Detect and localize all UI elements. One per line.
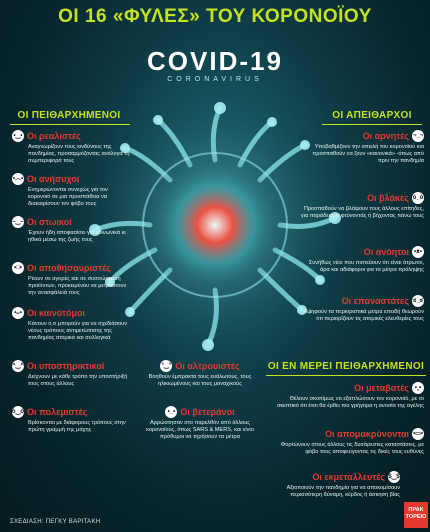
masked-face-icon: •▭•	[412, 428, 424, 440]
type-description: Ρέουν σε αγορές και σε συσσώρευση προϊόντων, προκειμένου να μετριάσουν την ανασφάλειά τους	[28, 276, 127, 296]
denial-face-icon: ¬_¬	[412, 130, 424, 142]
type-description: Αξιοποιούν την πανδημία για να αποκομίσουν περισσότερη δύναμη, κέρδος ή άσκηση βίας	[286, 485, 400, 498]
list-item	[12, 360, 130, 388]
section-divider	[266, 375, 426, 376]
type-description: Κάνουν ό,τι μπορούν για να σχεδιάσουν νέους τρόπους αντιμετώπισης της πανδημίας ατομικά και συλλογικά	[28, 321, 128, 341]
type-name: Οι πολεμιστές	[27, 407, 88, 417]
list-item	[270, 428, 424, 456]
section-divider	[322, 124, 422, 125]
type-name: Οι ανήσυχοι	[27, 174, 80, 184]
type-description: Θέλουν σκοπίμως να εξαπλώσουν τον κορονοϊό, με το σκεπτικό ότι έτσι θα έρθει πιο γρήγορα η ανοσία της αγέλης	[276, 396, 424, 409]
calm-face-icon: –‿–	[12, 216, 24, 228]
type-description: Ενημερώνονται συνεχώς για τον κορονοϊό σε μια προσπάθεια να διακαιρίσουν τον φόβο τους	[28, 187, 108, 207]
type-name: Οι καινοτόμοι	[27, 308, 86, 318]
type-name: Οι απομακρύνονται	[325, 429, 409, 439]
type-name: Οι βλάκες	[367, 193, 409, 203]
type-description: Αψηφούν τα περιοριστικά μέτρα επειδή θεωρούν ότι περιορίζουν τις ατομικές ελευθερίες τους	[303, 309, 424, 322]
list-item	[12, 216, 130, 244]
determined-face-icon: ò‿ó	[12, 406, 24, 418]
type-description: Έχουν ήδη αποφασίσει για κοινωνικά κι ηθικά μέσω της ζωής τους	[28, 230, 126, 243]
type-name: Οι ανόητοι	[363, 247, 409, 257]
exploiter-face-icon: $‿$	[388, 471, 400, 483]
type-name: Οι επαναστάτες	[341, 296, 409, 306]
type-name: Οι εκμεταλλευτές	[312, 472, 385, 482]
type-name: Οι αποθησαυριστές	[27, 263, 111, 273]
type-description: Βοηθούν έμπρακτα τους ευάλωτους, τους ηλικιωμένους και τους μοναχικούς	[148, 374, 252, 387]
list-item	[300, 246, 424, 274]
type-description: Φορτώνουν στους άλλους τις δυσάρεστες καταστάσεις, με φόβο τους αποφεύγοντας τις δικές τους ευθύνες	[280, 442, 424, 455]
section-heading-disciplined: ΟΙ ΠΕΙΘΑΡΧΗΜΕΝΟΙ	[17, 110, 121, 121]
worried-face-icon: •︵•	[12, 173, 24, 185]
neutral-face-icon: •‿•	[12, 130, 24, 142]
list-item	[300, 130, 424, 165]
type-name: Οι υποστηρικτικοί	[27, 361, 105, 371]
list-item	[12, 262, 130, 297]
transition-face-icon: •‸•	[412, 382, 424, 394]
list-item	[300, 192, 424, 220]
list-item	[12, 173, 130, 208]
grimace-face-icon: •□•	[12, 262, 24, 274]
silly-face-icon: •ᴥ•	[412, 246, 424, 258]
list-item	[140, 360, 260, 388]
list-item	[12, 130, 130, 165]
design-credit: ΣΧΕΔΙΑΣΗ: ΠΕΓΚΥ ΒΑΡΙΤΑΚΗ	[10, 519, 101, 525]
type-name: Οι στωικοί	[27, 217, 72, 227]
type-name: Οι αλτρουιστές	[175, 361, 240, 371]
type-description: Δείχνουν με κάθε τρόπο την υποστήριξή τους στους άλλους	[28, 374, 128, 387]
dumb-face-icon: ó_ò	[412, 192, 424, 204]
covid-logo-subtitle: CORONAVIRUS	[167, 76, 263, 83]
type-description: Βρίσκονται με διάφορους τρόπους στην πρώτη γραμμή της μάχης	[28, 420, 126, 433]
list-item	[270, 471, 400, 499]
type-description: Αρρώστησαν στο παρελθόν από άλλους κορονοϊούς, όπως SARS & MERS, και είναι πρόθυμοι να τηρήσουν τα μέτρα	[146, 420, 254, 440]
smile-face-icon: ^‿^	[12, 360, 24, 372]
angel-face-icon: °‿°	[160, 360, 172, 372]
type-description: Αναγνωρίζουν τους κινδύνους της πανδημίας, προσαρμόζοντας ανάλογα τη συμπεριφορά τους	[28, 144, 130, 164]
type-name: Οι βετεράνοι	[180, 407, 235, 417]
section-heading-undisciplined: ΟΙ ΑΠΕΙΘΑΡΧΟΙ	[332, 110, 412, 121]
veteran-face-icon: •_•	[165, 406, 177, 418]
list-item	[140, 406, 260, 441]
list-item	[12, 406, 130, 434]
type-name: Οι αρνητές	[362, 131, 409, 141]
idea-face-icon: •ᴗ•	[12, 307, 24, 319]
type-description: Προσπαθούν να βλάψουν τους άλλους επίτηδες, για παράδειγμα φτύνοντάς ή βήχοντας πάνω τους	[300, 206, 424, 219]
list-item	[270, 382, 424, 410]
rebel-face-icon: ಠ_ಠ	[412, 295, 424, 307]
page-title: ΟΙ 16 «ΦΥΛΕΣ» ΤΟΥ ΚΟΡΟΝΟΪΟΥ	[58, 6, 372, 27]
type-description: Συνήθως νέοι που πιστεύουν ότι είναι άτρωτοι, άρα και αδιάφοροι για τα μέτρα πρόληψης	[308, 260, 424, 273]
brand-logo: ΠΡΑΚ ΤΟΡΕΙΟ	[404, 502, 428, 528]
type-description: Υποβαθμίζουν την απειλή του κορονοϊού και προσπαθούν να ζουν «κανονικά» -όπως από πριν την πανδημία	[312, 144, 424, 164]
list-item	[12, 307, 130, 342]
section-heading-partially-disciplined: ΟΙ ΕΝ ΜΕΡΕΙ ΠΕΙΘΑΡΧΗΜΕΝΟΙ	[267, 361, 425, 372]
covid-logo: COVID-19	[147, 46, 283, 76]
type-name: Οι μεταβατές	[354, 383, 409, 393]
section-divider	[10, 124, 130, 125]
type-name: Οι ρεαλιστές	[27, 131, 81, 141]
list-item	[300, 295, 424, 323]
